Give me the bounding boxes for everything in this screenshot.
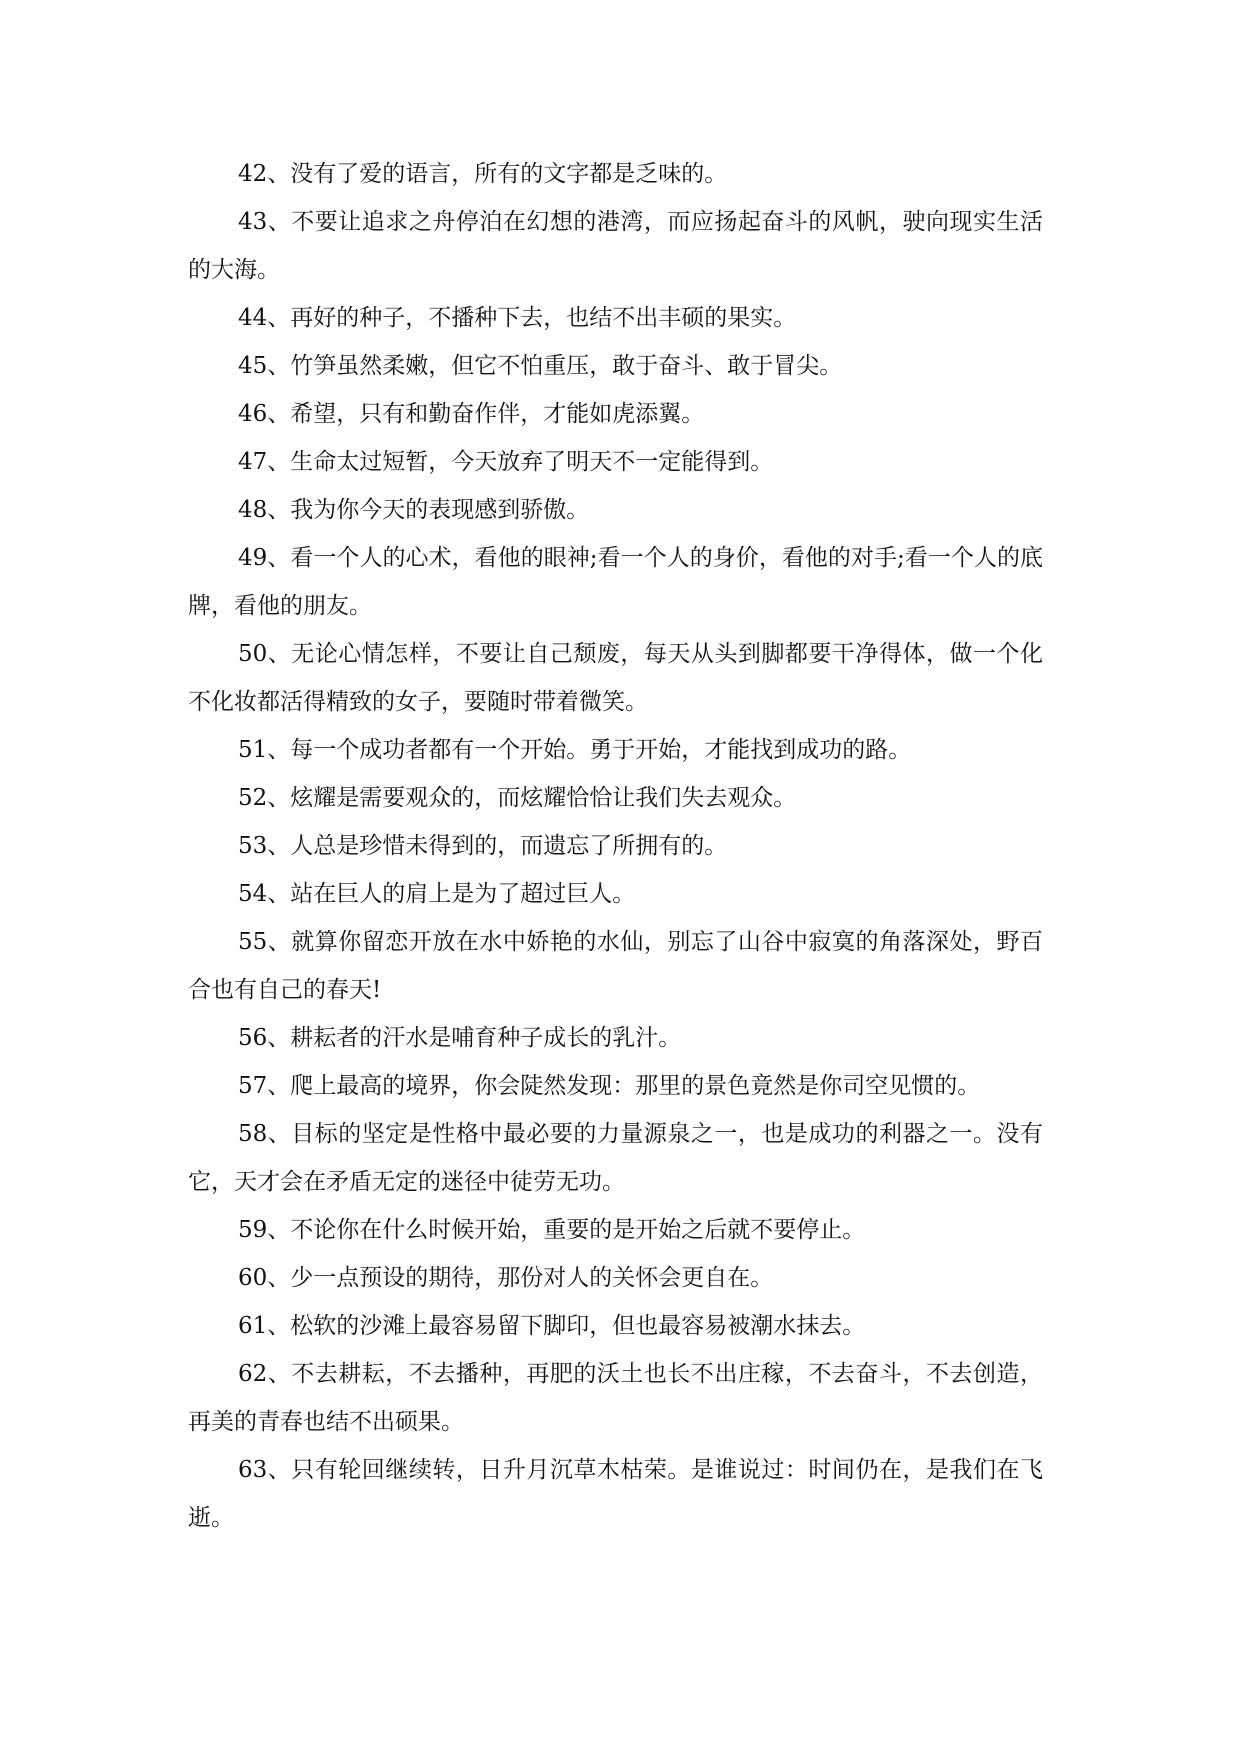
paragraph-57: 57、爬上最高的境界，你会陡然发现：那里的景色竟然是你司空见惯的。 (238, 1073, 981, 1099)
paragraph-53: 53、人总是珍惜未得到的，而遗忘了所拥有的。 (238, 833, 728, 859)
paragraph-63: 63、只有轮回继续转，日升月沉草木枯荣。是谁说过：时间仍在，是我们在飞逝。 (188, 1457, 1043, 1531)
paragraph-43: 43、不要让追求之舟停泊在幻想的港湾，而应扬起奋斗的风帆，驶向现实生活的大海。 (188, 209, 1043, 283)
paragraph-48: 48、我为你今天的表现感到骄傲。 (238, 497, 590, 523)
paragraph-51: 51、每一个成功者都有一个开始。勇于开始，才能找到成功的路。 (238, 737, 912, 763)
paragraph-62: 62、不去耕耘，不去播种，再肥的沃土也长不出庄稼，不去奋斗，不去创造，再美的青春也结不出硕果。 (188, 1361, 1043, 1435)
paragraph-45: 45、竹笋虽然柔嫩，但它不怕重压，敢于奋斗、敢于冒尖。 (238, 353, 843, 379)
paragraph-44: 44、再好的种子，不播种下去，也结不出丰硕的果实。 (238, 305, 797, 331)
paragraph-59: 59、不论你在什么时候开始，重要的是开始之后就不要停止。 (238, 1217, 866, 1243)
paragraph-55: 55、就算你留恋开放在水中娇艳的水仙，别忘了山谷中寂寞的角落深处，野百合也有自己的春天! (188, 929, 1043, 1003)
paragraph-52: 52、炫耀是需要观众的，而炫耀恰恰让我们失去观众。 (238, 785, 797, 811)
paragraph-42: 42、没有了爱的语言，所有的文字都是乏味的。 (238, 161, 728, 187)
paragraph-58: 58、目标的坚定是性格中最必要的力量源泉之一，也是成功的利器之一。没有它，天才会在矛盾无定的迷径中徒劳无功。 (188, 1121, 1043, 1195)
paragraph-47: 47、生命太过短暂，今天放弃了明天不一定能得到。 (238, 449, 774, 475)
paragraph-46: 46、希望，只有和勤奋作伴，才能如虎添翼。 (238, 401, 705, 427)
paragraph-50: 50、无论心情怎样，不要让自己颓废，每天从头到脚都要干净得体，做一个化不化妆都活得精致的女子，要随时带着微笑。 (188, 641, 1043, 715)
paragraph-61: 61、松软的沙滩上最容易留下脚印，但也最容易被潮水抹去。 (238, 1313, 866, 1339)
paragraph-54: 54、站在巨人的肩上是为了超过巨人。 (238, 881, 636, 907)
document-body (188, 150, 1043, 1542)
paragraph-56: 56、耕耘者的汗水是哺育种子成长的乳汁。 (238, 1025, 682, 1051)
paragraph-60: 60、少一点预设的期待，那份对人的关怀会更自在。 (238, 1265, 774, 1291)
paragraph-49: 49、看一个人的心术，看他的眼神;看一个人的身价，看他的对手;看一个人的底牌，看他的朋友。 (188, 545, 1043, 619)
